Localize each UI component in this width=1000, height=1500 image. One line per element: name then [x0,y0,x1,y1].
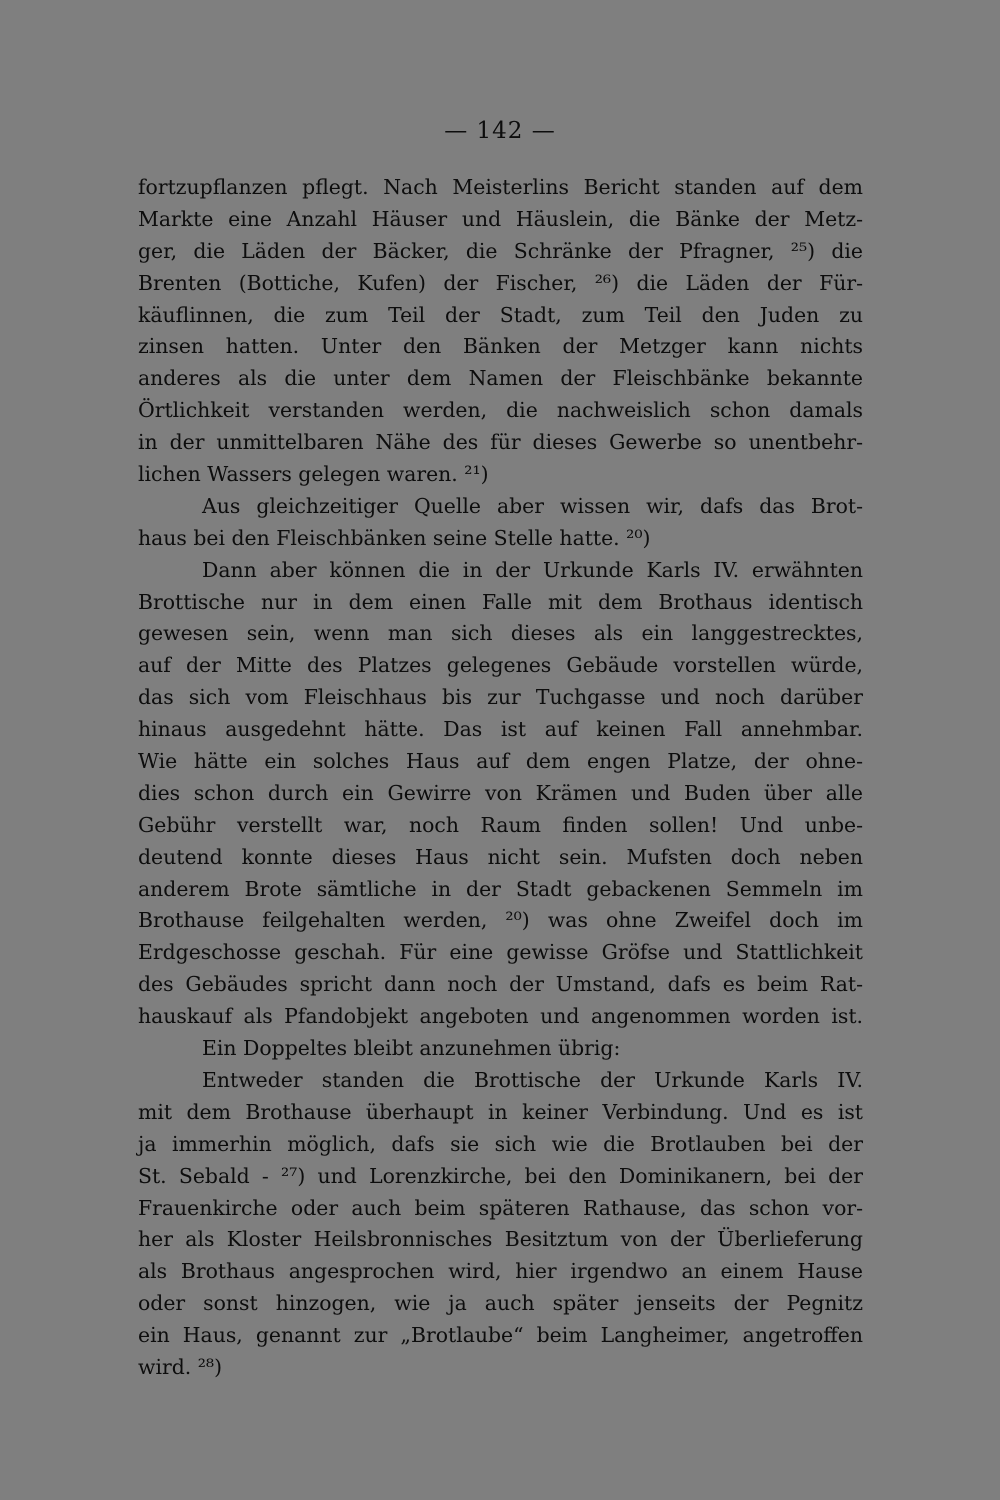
text-line: Erdgeschosse geschah. Für eine gewisse Gröfse und Stattlichkeit [138,940,863,965]
text-line: in der unmittelbaren Nähe des für dieses Gewerbe so unentbehr- [138,430,863,455]
text-line: Brothause feilgehalten werden, ²⁰) was ohne Zweifel doch im [138,908,863,933]
text-line: St. Sebald - ²⁷) und Lorenzkirche, bei den Dominikanern, bei der [138,1163,863,1188]
text-line: käuflinnen, die zum Teil der Stadt, zum Teil den Juden zu [138,302,863,327]
text-line: deutend konnte dieses Haus nicht sein. Mufsten doch neben [138,844,863,869]
text-line: dies schon durch ein Gewirre von Krämen und Buden über alle [138,780,863,805]
text-line: Entweder standen die Brottische der Urkunde Karls IV. [202,1067,863,1092]
text-line: Örtlichkeit verstanden werden, die nachweislich schon damals [138,398,863,423]
text-line: Frauenkirche oder auch beim späteren Rathause, das schon vor- [138,1195,863,1220]
text-line: hauskauf als Pfandobjekt angeboten und angenommen worden ist. [138,1004,863,1029]
text-line: Gebühr verstellt war, noch Raum finden sollen! Und unbe- [138,812,863,837]
text-line: anderem Brote sämtliche in der Stadt gebackenen Semmeln im [138,876,863,901]
text-line: oder sonst hinzogen, wie ja auch später jenseits der Pegnitz [138,1291,863,1316]
text-line: auf der Mitte des Platzes gelegenes Gebäude vorstellen würde, [138,653,863,678]
body-text [138,172,863,1384]
text-line: her als Kloster Heilsbronnisches Besitztum von der Überlieferung [138,1227,863,1252]
text-line: ja immerhin möglich, dafs sie sich wie die Brotlauben bei der [138,1131,863,1156]
text-line: ger, die Läden der Bäcker, die Schränke der Pfragner, ²⁵) die [138,238,863,263]
text-line: gewesen sein, wenn man sich dieses als ein langgestrecktes, [138,621,863,646]
text-line: Wie hätte ein solches Haus auf dem engen Platze, der ohne- [138,749,863,774]
text-line: wird. ²⁸) [138,1354,223,1379]
text-line: Brottische nur in dem einen Falle mit dem Brothaus identisch [138,589,863,614]
text-line: Markte eine Anzahl Häuser und Häuslein, die Bänke der Metz- [138,206,863,231]
page-number: — 142 — [444,118,556,144]
text-line: hinaus ausgedehnt hätte. Das ist auf keinen Fall annehmbar. [138,717,863,742]
text-line: haus bei den Fleischbänken seine Stelle hatte. ²⁰) [138,525,651,550]
text-line: ein Haus, genannt zur „Brotlaube“ beim Langheimer, angetroffen [138,1323,863,1348]
text-line: als Brothaus angesprochen wird, hier irgendwo an einem Hause [138,1259,863,1284]
text-line: Dann aber können die in der Urkunde Karls IV. erwähnten [202,557,863,582]
text-line: Ein Doppeltes bleibt anzunehmen übrig: [202,1036,621,1061]
text-line: fortzupflanzen pflegt. Nach Meisterlins Bericht standen auf dem [138,175,863,199]
text-line: Aus gleichzeitiger Quelle aber wissen wir, dafs das Brot- [202,493,863,518]
text-line: das sich vom Fleischhaus bis zur Tuchgasse und noch darüber [138,685,863,710]
text-line: Brenten (Bottiche, Kufen) der Fischer, ²⁶) die Läden der Für- [138,270,863,295]
text-line: des Gebäudes spricht dann noch der Umstand, dafs es beim Rat- [138,972,863,997]
text-line: lichen Wassers gelegen waren. ²¹) [138,462,489,487]
text-line: mit dem Brothause überhaupt in keiner Verbindung. Und es ist [138,1099,863,1124]
text-line: zinsen hatten. Unter den Bänken der Metzger kann nichts [138,334,863,359]
text-line: anderes als die unter dem Namen der Fleischbänke bekannte [138,366,863,391]
